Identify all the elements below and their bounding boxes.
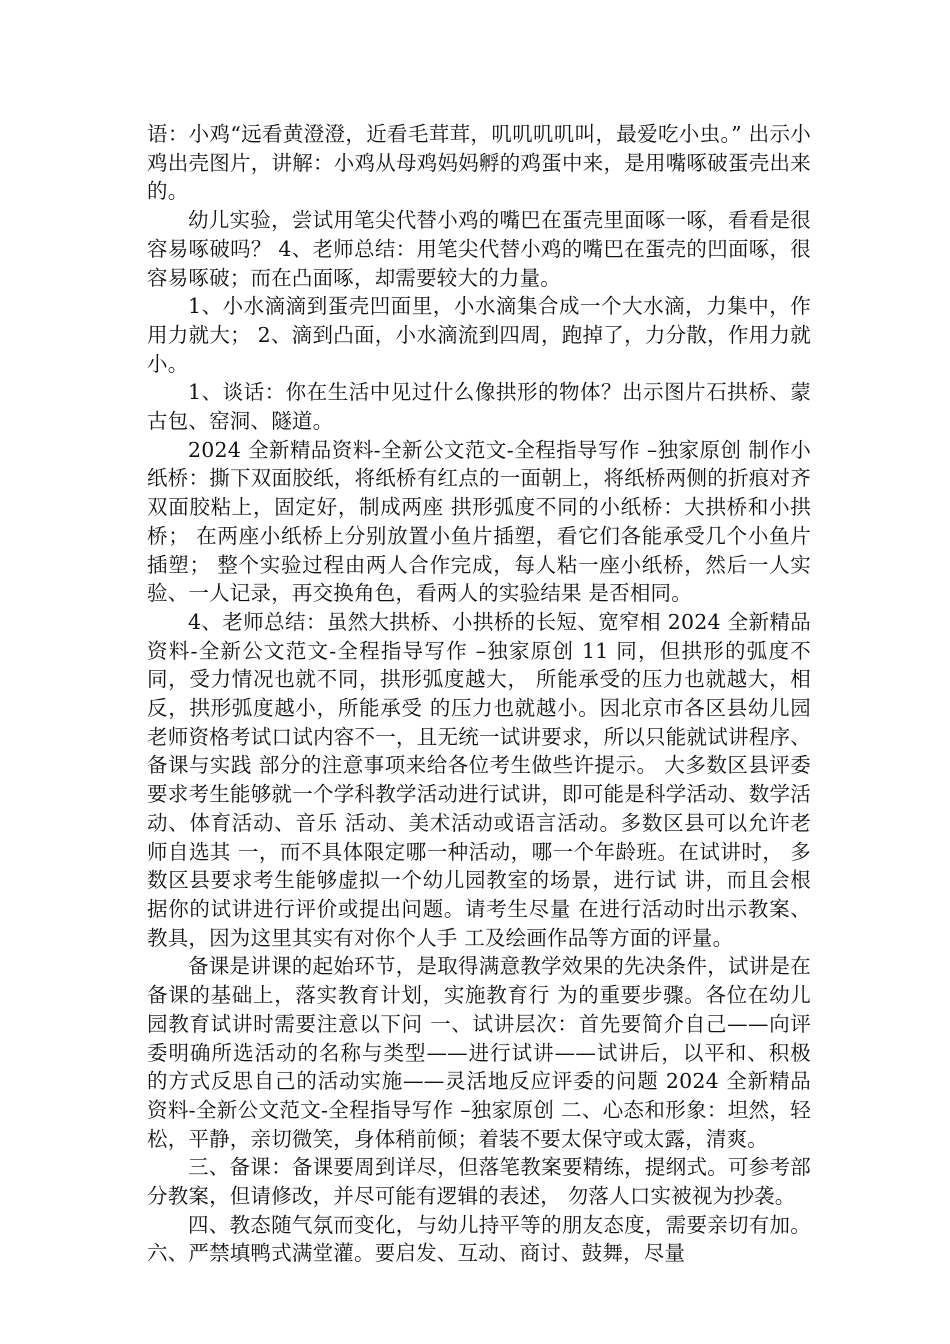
paragraph-teaching-manner: 四、教态随气氛而变化，与幼儿持平等的朋友态度，需要亲切有加。 六、严禁填鸭式满堂灌。要启发、互动、商讨、鼓舞，尽量 bbox=[147, 1212, 811, 1266]
paragraph-water-drop: 1、小水滴滴到蛋壳凹面里，小水滴集合成一个大水滴，力集中，作用力就大； 2、滴到凸面，小水滴流到四周，跑掉了，力分散，作用力就小。 bbox=[147, 294, 811, 376]
document-body bbox=[147, 120, 811, 1268]
paragraph-arch-talk: 1、谈话：你在生活中见过什么像拱形的物体？出示图片石拱桥、蒙古包、窑洞、隧道。 bbox=[147, 380, 811, 434]
paragraph-lesson-plan: 三、备课：备课要周到详尽，但落笔教案要精练，提纲式。可参考部分教案，但请修改，并尽可能有逻辑的表述， 勿落人口实被视为抄袭。 bbox=[147, 1155, 811, 1209]
paragraph-lesson-prep: 备课是讲课的起始环节，是取得满意教学效果的先决条件，试讲是在备课的基础上，落实教育计划，实施教育行 为的重要步骤。各位在幼儿园教育试讲时需要注意以下问 一、试讲层次：首先要简介自己——向评委明确所选活动的名称与类型——进行试讲——试讲后，以平和、积极 的方式反思自己的活动实施——灵活地反应评委的问题 2024 全新精品资料-全新公文范文-全程指导写作 –独家原创 二、心态和形象：坦然，轻松，平静，亲切微笑，身体稍前倾；着装不要太保守或太露，清爽。 bbox=[147, 954, 811, 1151]
paragraph-teacher-summary: 4、老师总结：虽然大拱桥、小拱桥的长短、宽窄相 2024 全新精品资料-全新公文范文-全程指导写作 –独家原创 11 同，但拱形的弧度不同，受力情况也就不同，拱形弧度越大， 所能承受的压力也就越大，相反，拱形弧度越小，所能承受 的压力也就越小。因北京市各区县幼儿园老师资格考试口试内容不一，且无统一试讲要求，所以只能就试讲程序、备课与实践 部分的注意事项来给各位考生做些许提示。 大多数区县评委要求考生能够就一个学科教学活动进行试讲，即可能是科学活动、数学活动、体育活动、音乐 活动、美术活动或语言活动。多数区县可以允许老师自选其 一，而不具体限定哪一种活动，哪一个年龄班。在试讲时， 多数区县要求考生能够虚拟一个幼儿园教室的场景，进行试 讲，而且会根据你的试讲进行评价或提出问题。请考生尽量 在进行活动时出示教案、教具，因为这里其实有对你个人手 工及绘画作品等方面的评量。 bbox=[147, 609, 811, 950]
paragraph-chick-intro: 语：小鸡“远看黄澄澄，近看毛茸茸，叽叽叽叽叫，最爱吃小虫。” 出示小鸡出壳图片，讲解：小鸡从母鸡妈妈孵的鸡蛋中来，是用嘴啄破蛋壳出来的。 bbox=[147, 122, 811, 204]
paragraph-eggshell-experiment: 幼儿实验，尝试用笔尖代替小鸡的嘴巴在蛋壳里面啄一啄，看看是很容易啄破吗？ 4、老师总结：用笔尖代替小鸡的嘴巴在蛋壳的凹面啄，很容易啄破；而在凸面啄，却需要较大的力量。 bbox=[147, 208, 811, 290]
paragraph-paper-bridge: 2024 全新精品资料-全新公文范文-全程指导写作 –独家原创 制作小纸桥：撕下双面胶纸，将纸桥有红点的一面朝上，将纸桥两侧的折痕对齐双面胶粘上，固定好，制成两座 拱形弧度不同的小纸桥：大拱桥和小拱桥； 在两座小纸桥上分别放置小鱼片插塑，看它们各能承受几个小鱼片插塑； 整个实验过程由两人合作完成，每人粘一座小纸桥，然后一人实验、一人记录，再交换角色，看两人的实验结果 是否相同。 bbox=[147, 437, 811, 606]
